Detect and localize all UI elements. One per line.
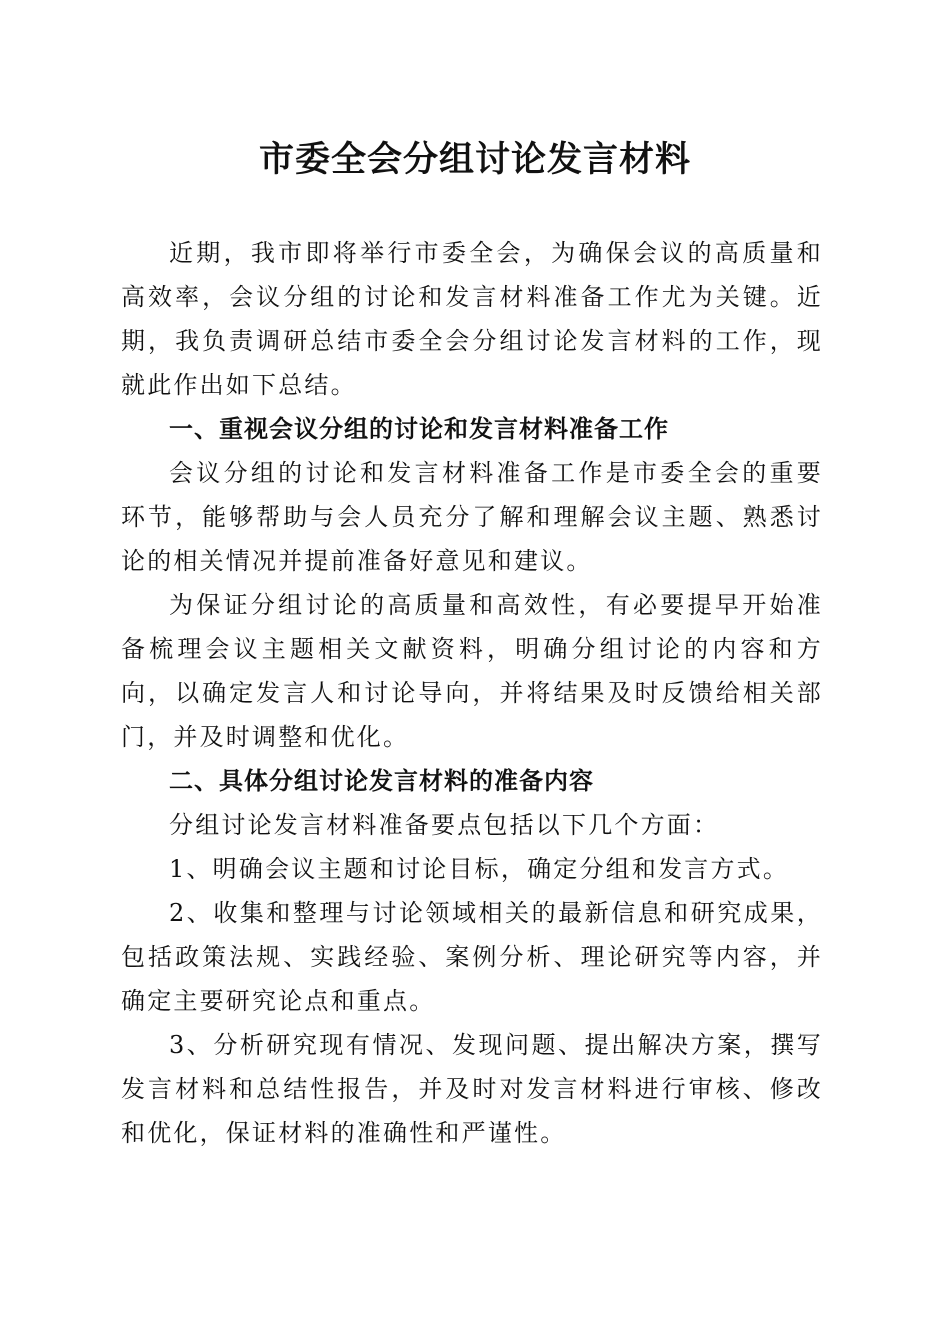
body-paragraph: 分组讨论发言材料准备要点包括以下几个方面： (169, 811, 720, 839)
section-heading-2: 二、具体分组讨论发言材料的准备内容 (169, 767, 594, 795)
body-paragraph: 会议分组的讨论和发言材料准备工作是市委全会的重要环节，能够帮助与会人员充分了解和理解会议主题、熟悉讨论的相关情况并提前准备好意见和建议。 (121, 459, 823, 575)
intro-paragraph: 近期，我市即将举行市委全会，为确保会议的高质量和高效率，会议分组的讨论和发言材料准备工作尤为关键。近期，我负责调研总结市委全会分组讨论发言材料的工作，现就此作出如下总结。 (121, 239, 823, 399)
list-item-1: 1、明确会议主题和讨论目标，确定分组和发言方式。 (169, 855, 790, 883)
list-item-3: 3、分析研究现有情况、发现问题、提出解决方案，撰写发言材料和总结性报告，并及时对发言材料进行审核、修改和优化，保证材料的准确性和严谨性。 (121, 1031, 823, 1147)
list-item-2: 2、收集和整理与讨论领域相关的最新信息和研究成果，包括政策法规、实践经验、案例分析、理论研究等内容，并确定主要研究论点和重点。 (121, 899, 823, 1015)
section-heading-1: 一、重视会议分组的讨论和发言材料准备工作 (169, 415, 669, 443)
body-paragraph: 为保证分组讨论的高质量和高效性，有必要提早开始准备梳理会议主题相关文献资料，明确分组讨论的内容和方向，以确定发言人和讨论导向，并将结果及时反馈给相关部门，并及时调整和优化。 (121, 591, 823, 751)
document-title: 市委全会分组讨论发言材料 (258, 139, 691, 180)
document-body (121, 231, 823, 1155)
